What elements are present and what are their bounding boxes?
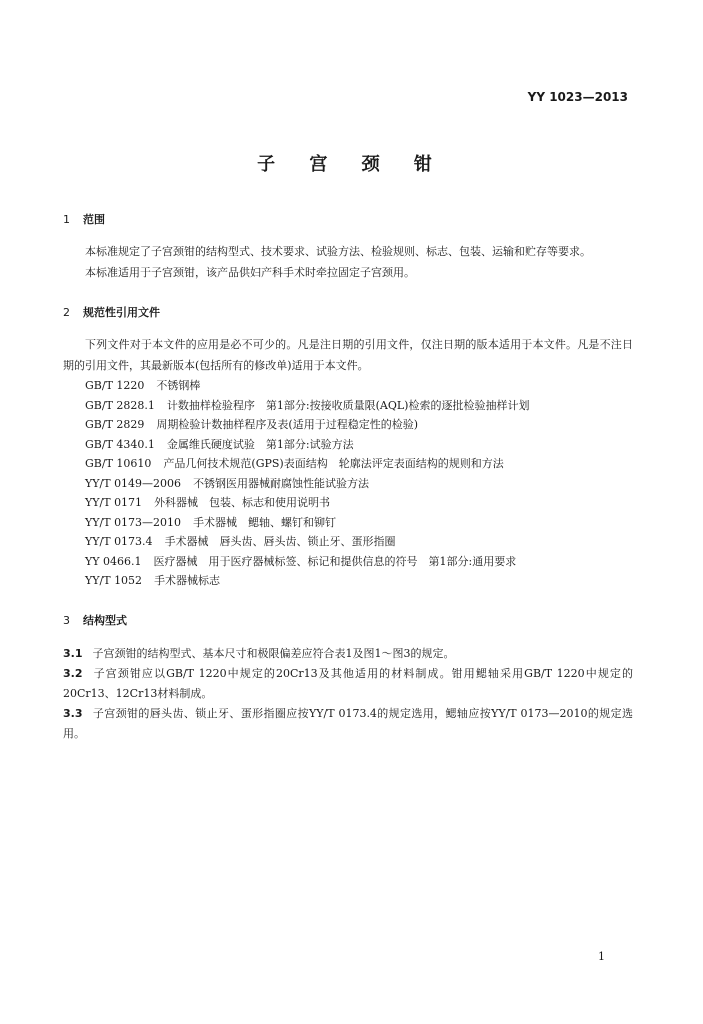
section-number: 2	[63, 306, 70, 319]
reference-code: YY/T 0149—2006	[85, 476, 182, 490]
normative-references-intro: 下列文件对于本文件的应用是必不可少的。凡是注日期的引用文件，仅注日期的版本适用于本文件。凡是不注日期的引用文件，其最新版本(包括所有的修改单)适用于本文件。	[63, 338, 633, 372]
reference-list	[63, 376, 633, 591]
scope-paragraph: 本标准规定了子宫颈钳的结构型式、技术要求、试验方法、检验规则、标志、包装、运输和贮存等要求。	[85, 245, 591, 258]
reference-title: 周期检验计数抽样程序及表(适用于过程稳定性的检验)	[156, 418, 418, 431]
reference-title: 不锈钢棒	[156, 379, 201, 392]
reference-title: 产品几何技术规范(GPS)表面结构 轮廓法评定表面结构的规则和方法	[163, 457, 504, 470]
clause-number: 3.3	[63, 706, 83, 720]
section-heading-scope	[63, 211, 633, 229]
document-body	[63, 211, 633, 744]
clause	[63, 644, 633, 664]
reference-item	[63, 454, 633, 474]
page-number: 1	[598, 950, 605, 963]
reference-code: GB/T 4340.1	[85, 437, 155, 451]
reference-item	[63, 493, 633, 513]
clause	[63, 664, 633, 704]
reference-title: 不锈钢医用器械耐腐蚀性能试验方法	[193, 476, 370, 490]
clause-text: 子宫颈钳的唇头齿、锁止牙、蛋形指圈应按YY/T 0173.4的规定选用，鳃轴应按YY/T 0173—2010的规定选用。	[63, 706, 633, 740]
reference-title: 手术器械标志	[154, 574, 221, 587]
scope-paragraph: 本标准适用于子宫颈钳，该产品供妇产科手术时牵拉固定子宫颈用。	[85, 266, 415, 279]
clause-text: 子宫颈钳应以GB/T 1220中规定的20Cr13及其他适用的材料制成。钳用鳃轴采用GB/T 1220中规定的20Cr13、12Cr13材料制成。	[63, 666, 633, 700]
standard-code: YY 1023—2013	[527, 90, 628, 104]
reference-code: YY/T 0171	[85, 496, 143, 509]
clause-number: 3.1	[63, 646, 83, 660]
reference-item	[63, 474, 633, 494]
reference-item	[63, 435, 633, 455]
reference-title: 外科器械 包装、标志和使用说明书	[154, 496, 331, 509]
section-number: 3	[63, 613, 70, 627]
reference-code: GB/T 10610	[85, 457, 152, 470]
reference-code: YY/T 1052	[85, 574, 143, 587]
reference-code: YY 0466.1	[85, 554, 142, 568]
reference-title: 金属维氏硬度试验 第1部分:试验方法	[166, 437, 354, 451]
reference-title: 计数抽样检验程序 第1部分:按接收质量限(AQL)检索的逐批检验抽样计划	[166, 398, 530, 412]
section-title: 规范性引用文件	[83, 306, 160, 319]
reference-title: 手术器械 鳃轴、螺钉和铆钉	[193, 515, 337, 529]
section-heading-normative-references	[63, 304, 633, 322]
reference-item	[63, 571, 633, 591]
reference-item	[63, 552, 633, 572]
section-title: 结构型式	[83, 613, 127, 627]
clause	[63, 704, 633, 744]
reference-code: YY/T 0173.4	[85, 535, 153, 548]
reference-item	[63, 415, 633, 435]
clause-number: 3.2	[63, 666, 83, 680]
clause-text: 子宫颈钳的结构型式、基本尺寸和极限偏差应符合表1及图1～图3的规定。	[92, 646, 455, 660]
reference-code: YY/T 0173—2010	[85, 515, 182, 529]
reference-code: GB/T 2828.1	[85, 398, 155, 412]
section-number: 1	[63, 213, 70, 226]
section-heading-structure	[63, 612, 633, 630]
reference-code: GB/T 1220	[85, 379, 145, 392]
document-title: 子 宫 颈 钳	[257, 154, 446, 175]
reference-item	[63, 376, 633, 396]
section-title: 范围	[83, 213, 105, 226]
reference-item	[63, 396, 633, 416]
reference-title: 手术器械 唇头齿、唇头齿、锁止牙、蛋形指圈	[164, 535, 396, 548]
reference-code: GB/T 2829	[85, 418, 145, 431]
reference-title: 医疗器械 用于医疗器械标签、标记和提供信息的符号 第1部分:通用要求	[153, 554, 517, 568]
reference-item	[63, 532, 633, 552]
reference-item	[63, 513, 633, 533]
